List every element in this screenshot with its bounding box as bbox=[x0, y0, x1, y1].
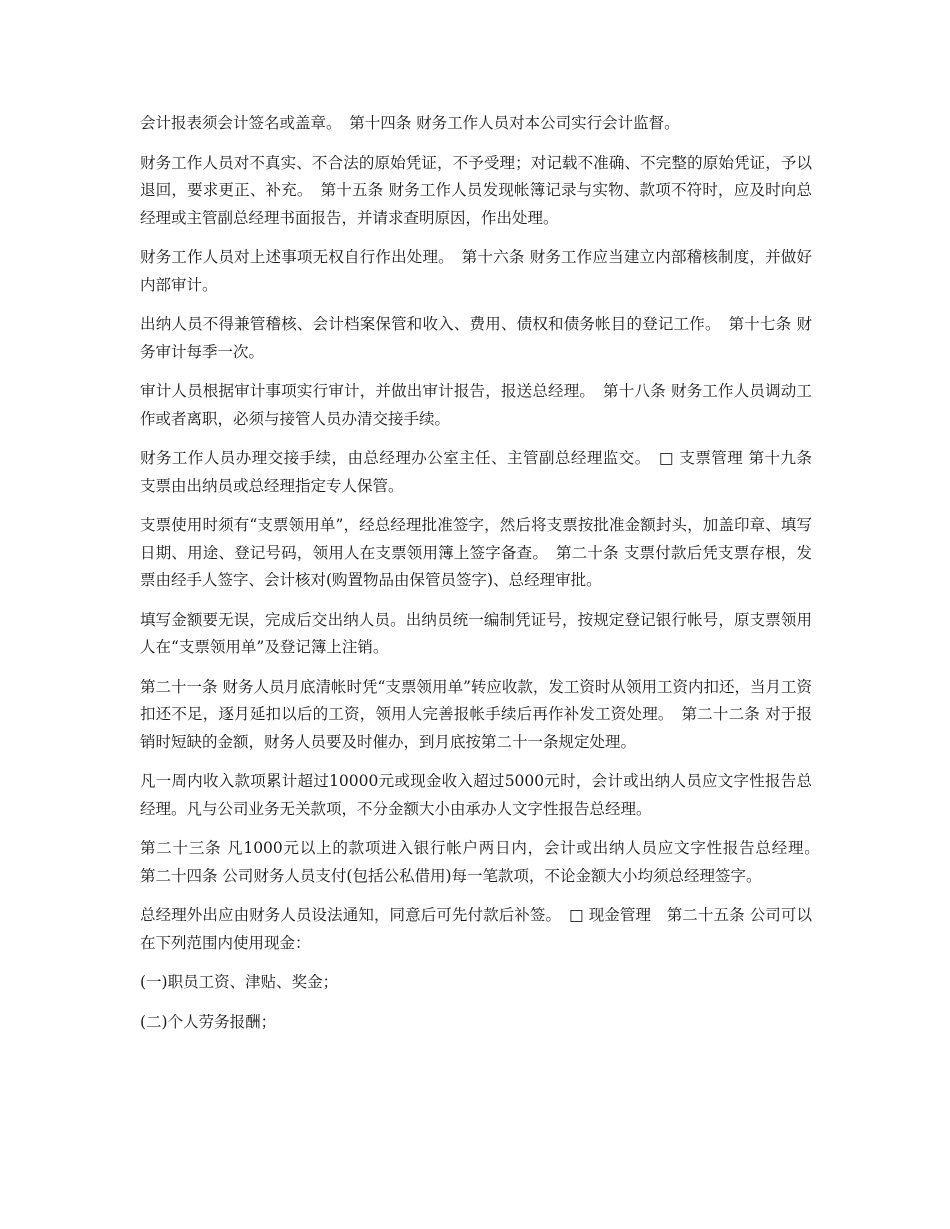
paragraph-10: 凡一周内收入款项累计超过10000元或现金收入超过5000元时，会计或出纳人员应文字性报告总经理。凡与公司业务无关款项，不分金额大小由承办人文字性报告总经理。 bbox=[140, 772, 812, 818]
paragraph-8: 填写金额要无误，完成后交出纳人员。出纳员统一编制凭证号，按规定登记银行帐号，原支票领用人在“支票领用单”及登记簿上注销。 bbox=[140, 610, 812, 656]
paragraph-12: 总经理外出应由财务人员设法通知，同意后可先付款后补签。 □ 现金管理 第二十五条 公司可以在下列范围内使用现金： bbox=[140, 906, 812, 952]
paragraph-3: 财务工作人员对上述事项无权自行作出处理。 第十六条 财务工作应当建立内部稽核制度，并做好内部审计。 bbox=[140, 248, 812, 294]
paragraph-13: (一)职员工资、津贴、奖金； bbox=[140, 973, 339, 991]
paragraph-4: 出纳人员不得兼管稽核、会计档案保管和收入、费用、债权和债务帐目的登记工作。 第十七条 财务审计每季一次。 bbox=[140, 315, 812, 361]
paragraph-6: 财务工作人员办理交接手续，由总经理办公室主任、主管副总经理监交。 □ 支票管理 第十九条 支票由出纳员或总经理指定专人保管。 bbox=[140, 449, 817, 495]
paragraph-2: 财务工作人员对不真实、不合法的原始凭证，不予受理；对记载不准确、不完整的原始凭证，予以退回，要求更正、补充。 第十五条 财务工作人员发现帐簿记录与实物、款项不符时，应及时向总经理或主管副总经理书面报告，并请求查明原因，作出处理。 bbox=[140, 153, 812, 227]
document-page bbox=[140, 110, 828, 1048]
paragraph-5: 审计人员根据审计事项实行审计，并做出审计报告，报送总经理。 第十八条 财务工作人员调动工作或者离职，必须与接管人员办清交接手续。 bbox=[140, 382, 812, 428]
paragraph-14: (二)个人劳务报酬； bbox=[140, 1012, 277, 1031]
paragraph-11: 第二十三条 凡1000元以上的款项进入银行帐户两日内，会计或出纳人员应文字性报告总经理。 第二十四条 公司财务人员支付(包括公私借用)每一笔款项，不论金额大小均须总经理签字。 bbox=[140, 839, 828, 885]
paragraph-9: 第二十一条 财务人员月底清帐时凭“支票领用单”转应收款，发工资时从领用工资内扣还，当月工资扣还不足，逐月延扣以后的工资，领用人完善报帐手续后再作补发工资处理。 第二十二条 对于报销时短缺的金额，财务人员要及时催办，到月底按第二十一条规定处理。 bbox=[140, 677, 812, 751]
paragraph-1: 会计报表须会计签名或盖章。 第十四条 财务工作人员对本公司实行会计监督。 bbox=[140, 114, 680, 132]
paragraph-7: 支票使用时须有“支票领用单”，经总经理批准签字，然后将支票按批准金额封头，加盖印章、填写日期、用途、登记号码，领用人在支票领用簿上签字备查。 第二十条 支票付款后凭支票存根，发票由经手人签字、会计核对(购置物品由保管员签字)、总经理审批。 bbox=[140, 516, 812, 589]
